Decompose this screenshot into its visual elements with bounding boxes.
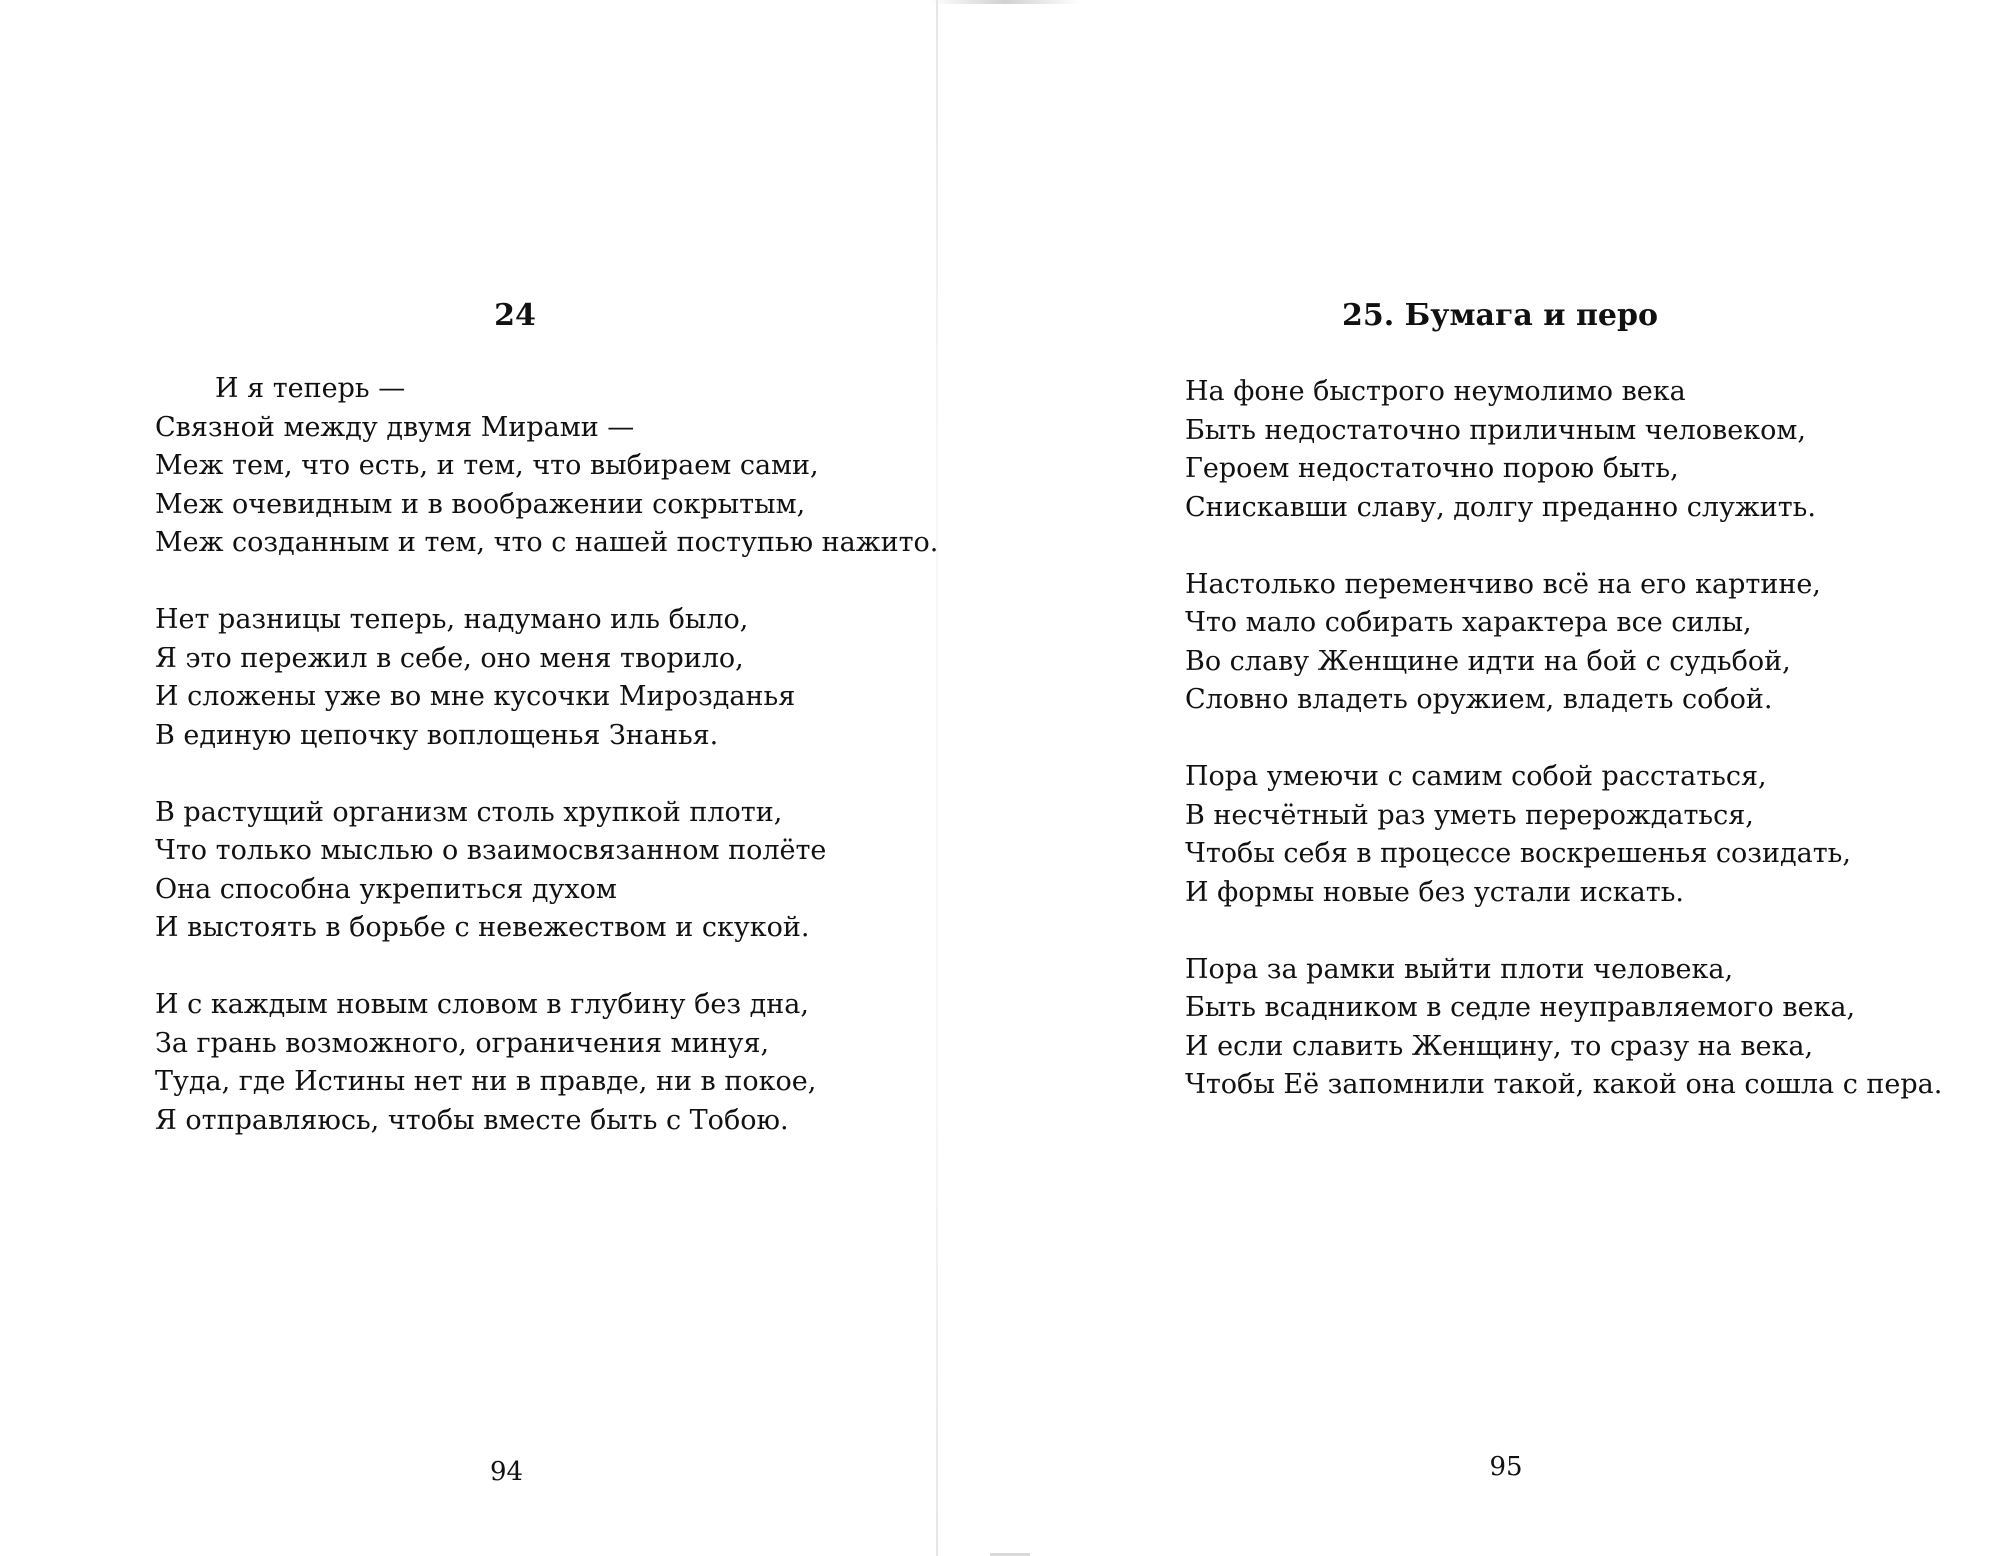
poem-line: Она способна укрепиться духом xyxy=(155,873,617,905)
poem-title: 24 xyxy=(494,298,536,333)
poem-line: Чтобы себя в процессе воскрешенья созидать, xyxy=(1185,838,1851,869)
poem-line: Что мало собирать характера все силы, xyxy=(1185,607,1752,638)
poem-body xyxy=(155,370,938,1179)
poem-line: И с каждым новым словом в глубину без дна, xyxy=(155,989,809,1020)
page-number: 95 xyxy=(1489,1452,1523,1482)
poem-title: 25. Бумага и перо xyxy=(1342,298,1658,333)
poem-line: Меж созданным и тем, что с нашей поступью нажито. xyxy=(155,527,939,558)
poem-line: Связной между двумя Мирами — xyxy=(155,411,635,443)
poem-line: Туда, где Истины нет ни в правде, ни в покое, xyxy=(155,1066,817,1097)
poem-line: Я это пережил в себе, оно меня творило, xyxy=(155,642,744,674)
stanza xyxy=(1185,758,1942,912)
poem-line: И формы новые без устали искать. xyxy=(1185,876,1684,908)
stanza xyxy=(155,794,938,948)
poem-line: Меж тем, что есть, и тем, что выбираем сами, xyxy=(155,450,819,481)
poem-line: Настолько переменчиво всё на его картине, xyxy=(1185,568,1821,600)
poem-line: Пора за рамки выйти плоти человека, xyxy=(1185,953,1734,985)
poem-line: Во славу Женщине идти на бой с судьбой, xyxy=(1185,645,1791,677)
poem-line: И сложены уже во мне кусочки Мирозданья xyxy=(155,681,796,712)
poem-line: И выстоять в борьбе с невежеством и скукой. xyxy=(155,912,810,943)
stanza xyxy=(155,370,938,563)
page-number: 94 xyxy=(489,1457,524,1487)
poem-line: Что только мыслью о взаимосвязанном полёте xyxy=(155,835,827,866)
poem-line: В растущий организм столь хрупкой плоти, xyxy=(155,796,783,828)
poem-line: И если славить Женщину, то сразу на века, xyxy=(1185,1030,1814,1062)
poem-line: Героем недостаточно порою быть, xyxy=(1185,453,1679,484)
poem-line: Снискавши славу, долгу преданно служить. xyxy=(1185,491,1816,523)
stanza xyxy=(1185,951,1942,1105)
poem-line: На фоне быстрого неумолимо века xyxy=(1185,376,1686,407)
poem-line: За грань возможного, ограничения минуя, xyxy=(155,1027,770,1059)
poem-line: Меж очевидным и в воображении сокрытым, xyxy=(155,488,806,520)
poem-line: Чтобы Её запомнили такой, какой она сошла с пера. xyxy=(1185,1069,1943,1100)
left-page xyxy=(0,0,980,1556)
poem-line: Словно владеть оружием, владеть собой. xyxy=(1185,684,1773,715)
poem-line: Быть недостаточно приличным человеком, xyxy=(1185,414,1806,446)
stanza xyxy=(1185,373,1942,527)
right-page xyxy=(980,0,1993,1556)
poem-line: Я отправляюсь, чтобы вместе быть с Тобою. xyxy=(155,1104,789,1136)
poem-line: Пора умеючи с самим собой расстаться, xyxy=(1185,761,1767,792)
stanza xyxy=(155,601,938,755)
poem-line: В единую цепочку воплощенья Знанья. xyxy=(155,719,719,751)
poem-body xyxy=(1185,373,1942,1143)
poem-line: Быть всадником в седле неуправляемого века, xyxy=(1185,992,1856,1023)
poem-line: И я теперь — xyxy=(215,373,406,404)
stanza xyxy=(155,986,938,1140)
poem-line: В несчётный раз уметь перерождаться, xyxy=(1185,799,1754,831)
stanza xyxy=(1185,566,1942,720)
poem-line: Нет разницы теперь, надумано иль было, xyxy=(155,604,749,635)
